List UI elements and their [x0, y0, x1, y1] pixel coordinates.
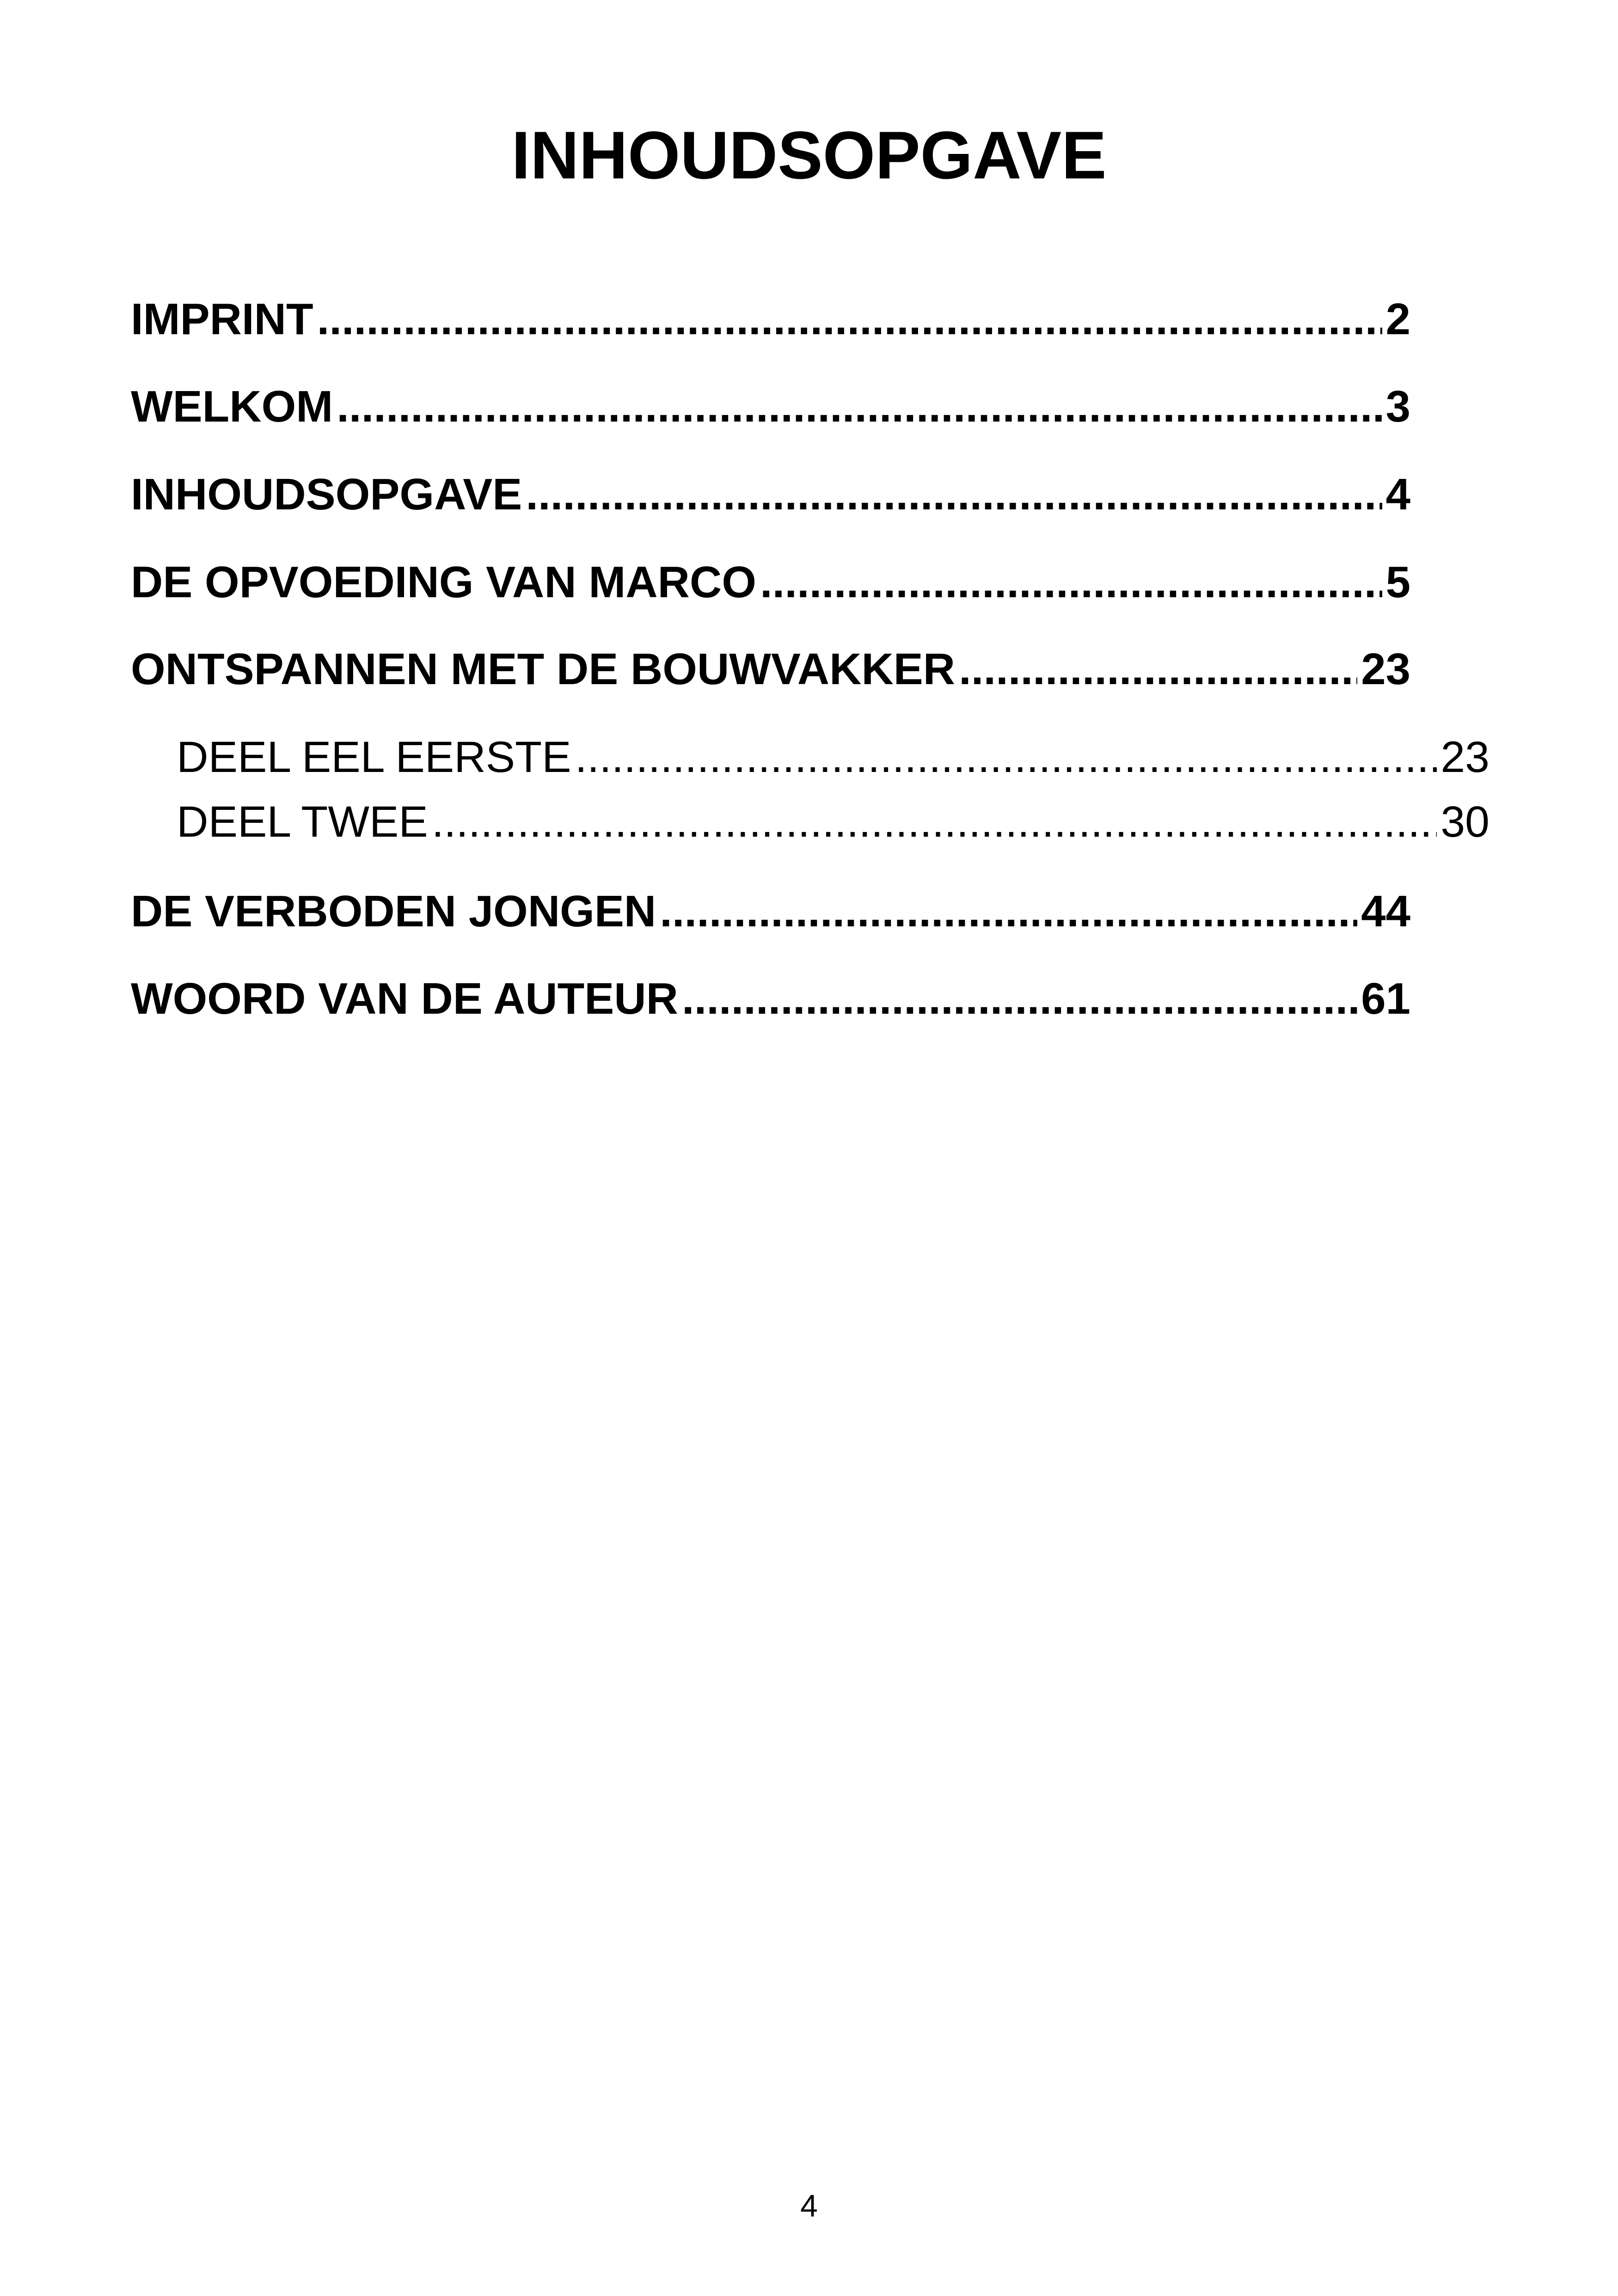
toc-entry-woord-van-de-auteur[interactable] [131, 974, 1410, 1024]
page-number: 4 [800, 2188, 818, 2223]
dot-leader [432, 797, 1437, 847]
toc-entry-label: WOORD VAN DE AUTEUR [131, 974, 678, 1023]
dot-leader [337, 381, 1382, 432]
toc-entry-page: 2 [1385, 294, 1410, 344]
toc-subentry-page: 23 [1440, 733, 1489, 782]
dot-leader [526, 469, 1382, 520]
dot-leader [682, 974, 1357, 1024]
page-title: INHOUDSOPGAVE [511, 117, 1107, 193]
toc-entry-page: 23 [1361, 644, 1410, 694]
toc-entry-label: ONTSPANNEN MET DE BOUWVAKKER [131, 644, 956, 694]
dot-leader [959, 644, 1357, 695]
dot-leader [575, 732, 1437, 783]
toc-entry-page: 44 [1361, 887, 1410, 936]
toc-entry-label: INHOUDSOPGAVE [131, 470, 522, 519]
toc-entry-ontspannen-met-de-bouwvakker[interactable] [131, 644, 1410, 695]
toc-subentry-label: DEEL TWEE [177, 797, 428, 846]
toc-entry-welkom[interactable] [131, 381, 1410, 432]
toc-entry-label: WELKOM [131, 382, 333, 431]
dot-leader [317, 294, 1382, 345]
toc-entry-page: 5 [1385, 557, 1410, 607]
toc-subentry-deel-twee[interactable] [177, 797, 1489, 847]
toc-entry-label: IMPRINT [131, 294, 313, 344]
dot-leader [760, 557, 1382, 608]
toc-subentry-label: DEEL EEL EERSTE [177, 733, 571, 782]
toc-entry-page: 61 [1361, 974, 1410, 1023]
toc-entry-inhoudsopgave[interactable] [131, 469, 1410, 520]
toc-entry-page: 4 [1385, 470, 1410, 519]
toc-entry-de-opvoeding-van-marco[interactable] [131, 557, 1410, 608]
toc-subentry-deel-een[interactable] [177, 732, 1489, 783]
toc-entry-label: DE OPVOEDING VAN MARCO [131, 557, 756, 607]
toc-entry-label: DE VERBODEN JONGEN [131, 887, 656, 936]
toc-entry-de-verboden-jongen[interactable] [131, 886, 1410, 937]
toc-entry-imprint[interactable] [131, 294, 1410, 345]
toc-subentry-page: 30 [1440, 797, 1489, 846]
toc-entry-page: 3 [1385, 382, 1410, 431]
dot-leader [660, 886, 1357, 937]
